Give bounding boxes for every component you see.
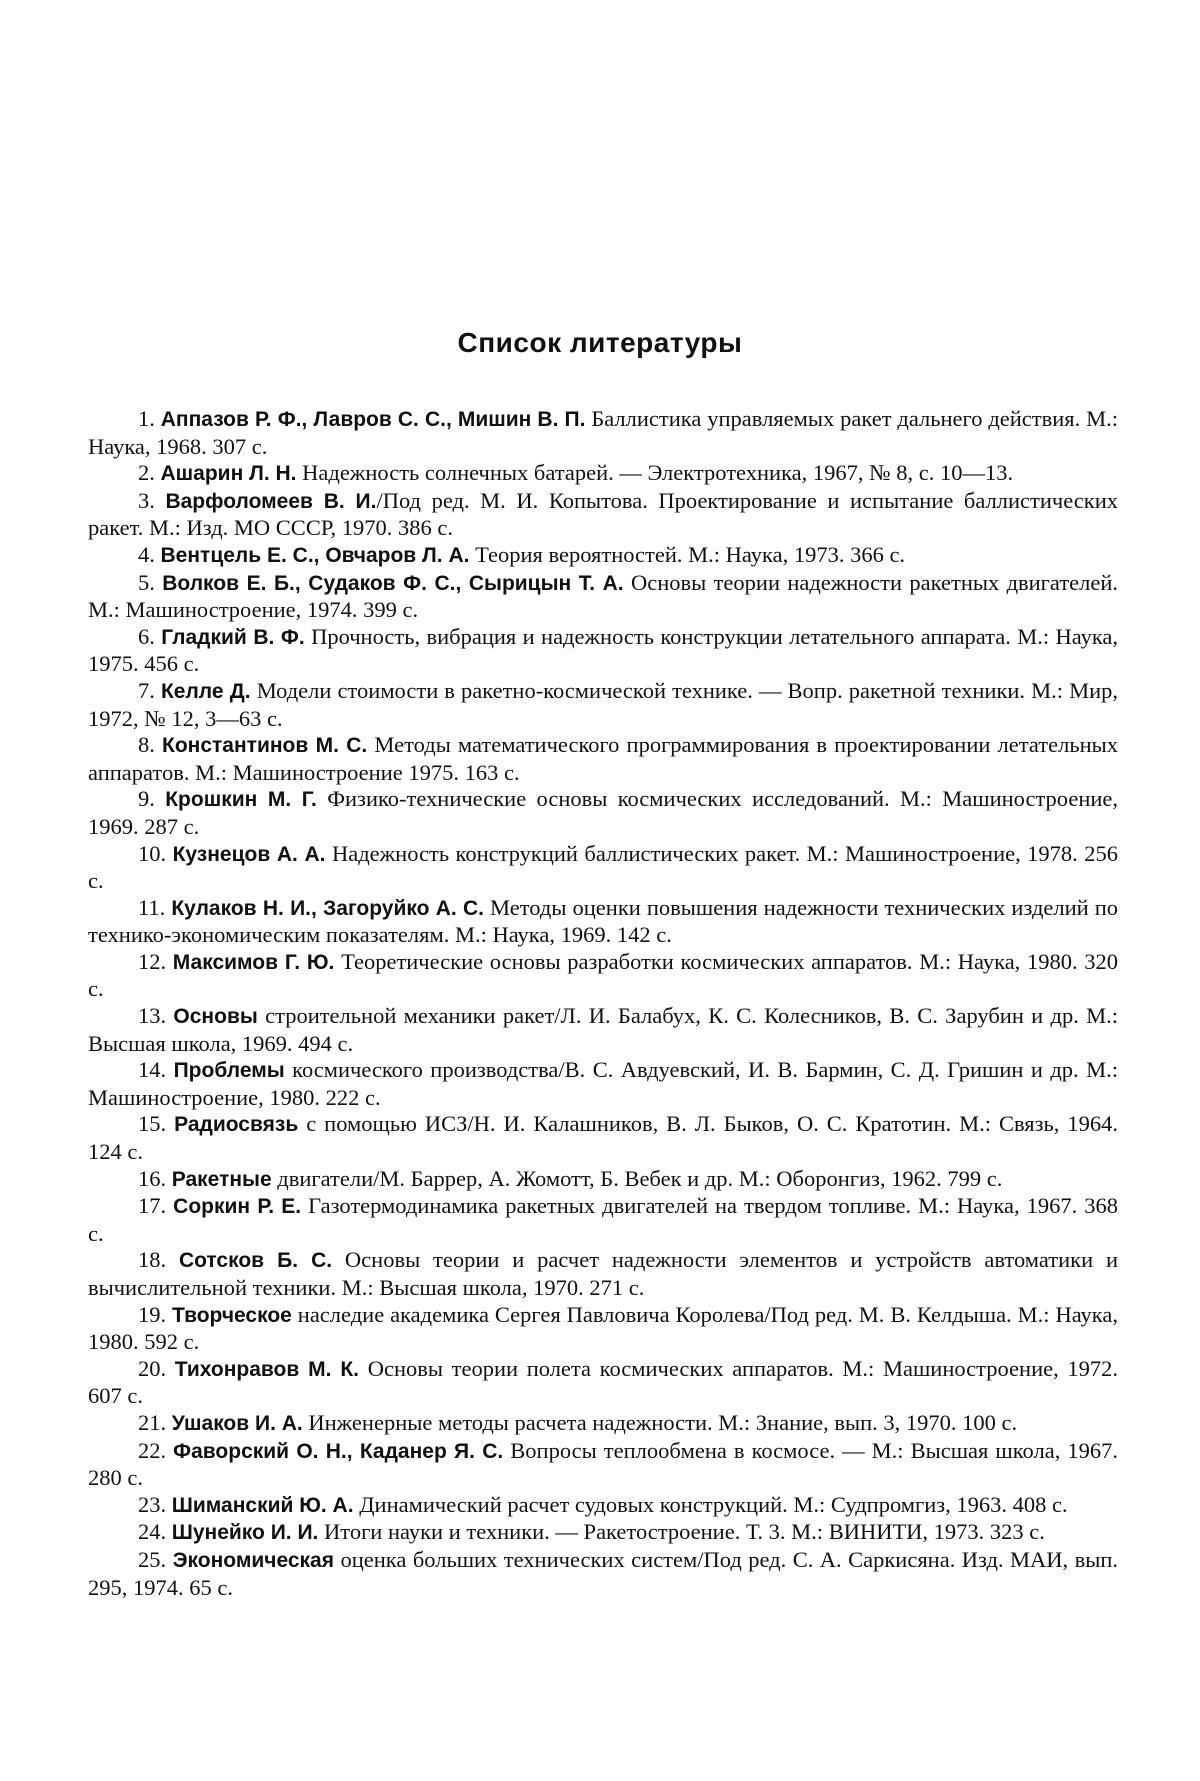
reference-text: Надежность конструкций баллистических ракет. М.: Машиностроение, 1978. 256 с. [88, 840, 1118, 894]
reference-text: Основы теории надежности ракетных двигателей. М.: Машиностроение, 1974. 399 с. [88, 569, 1119, 623]
reference-authors: Тихонравов М. К. [174, 1357, 360, 1381]
reference-text: строительной механики ракет/Л. И. Балабух, К. С. Колесников, В. С. Зарубин и др. М.: Высшая школа, 1969. 494 с. [88, 1003, 1118, 1056]
reference-number: 2. [138, 460, 155, 486]
page-title: Список литературы [457, 327, 743, 358]
reference-item [88, 406, 1118, 460]
reference-text: космического производства/В. С. Авдуевский, И. В. Бармин, С. Д. Гришин и др. М.: Машиностроение, 1980. 222 с. [88, 1057, 1119, 1110]
reference-item [88, 488, 1118, 542]
reference-list [88, 406, 1118, 1601]
reference-authors: Ушаков И. А. [171, 1411, 303, 1435]
reference-text: с помощью ИСЗ/Н. И. Калашников, В. Л. Быков, О. С. Кратотин. М.: Связь, 1964. 124 с. [88, 1111, 1119, 1165]
reference-number: 21. [138, 1409, 167, 1435]
reference-item [88, 1492, 1118, 1520]
reference-item [88, 542, 1118, 570]
reference-authors: Константинов М. С. [162, 734, 368, 758]
reference-number: 8. [138, 732, 155, 758]
reference-authors: Ашарин Л. Н. [160, 462, 297, 486]
reference-authors: Фаворский О. Н., Каданер Я. С. [173, 1439, 504, 1463]
reference-authors: Аппазов Р. Ф., Лавров С. С., Мишин В. П. [160, 408, 586, 431]
reference-number: 1. [138, 406, 155, 431]
reference-text: Газотермодинамика ракетных двигателей на твердом топливе. М.: Наука, 1967. 368 с. [88, 1193, 1119, 1246]
reference-authors: Максимов Г. Ю. [172, 950, 335, 974]
reference-number: 11. [138, 894, 166, 920]
reference-number: 10. [138, 840, 167, 866]
reference-text: Основы теории полета космических аппаратов. М.: Машиностроение, 1972. 607 с. [88, 1355, 1119, 1409]
reference-number: 5. [138, 569, 155, 595]
reference-authors: Шиманский Ю. А. [171, 1493, 354, 1517]
reference-authors: Сотсков Б. С. [178, 1249, 333, 1273]
reference-authors: Кулаков Н. И., Загоруйко А. С. [171, 896, 484, 920]
reference-number: 15. [138, 1111, 167, 1137]
reference-text: Инженерные методы расчета надежности. М.: Знание, вып. 3, 1970. 100 с. [308, 1409, 1018, 1435]
reference-item [88, 732, 1118, 786]
reference-authors: Соркин Р. Е. [173, 1195, 302, 1219]
reference-text: Модели стоимости в ракетно-космической технике. — Вопр. ракетной техники. М.: Мир, 1972, № 12, 3—63 с. [88, 677, 1119, 731]
reference-number: 16. [138, 1165, 167, 1191]
reference-item [88, 1111, 1118, 1165]
reference-item [88, 1302, 1118, 1356]
reference-text: Надежность солнечных батарей. — Электротехника, 1967, № 8, с. 10—13. [302, 460, 1014, 486]
reference-authors: Проблемы [173, 1059, 285, 1083]
reference-item [88, 949, 1118, 1003]
reference-authors: Ракетные [171, 1167, 272, 1191]
reference-item [88, 1547, 1118, 1601]
reference-number: 13. [138, 1003, 167, 1029]
reference-item [88, 1410, 1118, 1438]
reference-authors: Шунейко И. И. [171, 1521, 319, 1545]
reference-authors: Крошкин М. Г. [165, 788, 317, 812]
reference-number: 24. [138, 1519, 167, 1545]
reference-authors: Творческое [172, 1303, 292, 1327]
reference-text: оценка больших технических систем/Под ред. С. А. Саркисяна. Изд. МАИ, вып. 295, 1974. 65 с. [88, 1546, 1119, 1600]
reference-authors: Келле Д. [160, 679, 251, 703]
reference-authors: Гладкий В. Ф. [161, 625, 305, 649]
reference-item [88, 841, 1118, 895]
reference-item [88, 1247, 1118, 1301]
reference-number: 17. [138, 1193, 167, 1219]
reference-text: Методы оценки повышения надежности технических изделий по технико-экономическим показателям. М.: Наука, 1969. 142 с. [88, 894, 1119, 948]
reference-authors: Волков Е. Б., Судаков Ф. С., Сырицын Т. А. [162, 571, 624, 595]
reference-text: /Под ред. М. И. Копытова. Проектирование и испытание баллистических ракет. М.: Изд. МО СССР, 1970. 386 с. [88, 487, 1118, 541]
reference-text: Методы математического программирования в проектировании летательных аппаратов. М.: Машиностроение 1975. 163 с. [88, 732, 1118, 785]
reference-text: двигатели/М. Баррер, А. Жомотт, Б. Вебек и др. М.: Оборонгиз, 1962. 799 с. [277, 1165, 1003, 1191]
reference-authors: Радиосвязь [174, 1113, 299, 1137]
reference-number: 3. [138, 487, 155, 513]
reference-item [88, 786, 1118, 840]
reference-number: 18. [138, 1247, 167, 1273]
reference-item [88, 1356, 1118, 1410]
reference-text: Баллистика управляемых ракет дальнего действия. М.: Наука, 1968. 307 с. [88, 406, 1119, 459]
reference-text: Основы теории и расчет надежности элементов и устройств автоматики и вычислительной техники. М.: Высшая школа, 1970. 271 с. [88, 1247, 1118, 1300]
reference-number: 22. [138, 1437, 167, 1463]
reference-item [88, 1519, 1118, 1547]
reference-number: 20. [138, 1355, 167, 1381]
reference-item [88, 895, 1118, 949]
reference-item [88, 1166, 1118, 1194]
reference-item [88, 570, 1118, 624]
reference-text: наследие академика Сергея Павловича Королева/Под ред. М. В. Келдыша. М.: Наука, 1980. 592 с. [88, 1301, 1119, 1355]
reference-number: 14. [138, 1057, 167, 1083]
reference-item [88, 1057, 1118, 1111]
reference-item [88, 624, 1118, 678]
reference-authors: Вентцель Е. С., Овчаров Л. А. [160, 543, 470, 567]
reference-number: 19. [138, 1301, 167, 1327]
reference-text: Динамический расчет судовых конструкций. М.: Судпромгиз, 1963. 408 с. [359, 1491, 1068, 1517]
reference-number: 9. [138, 786, 155, 812]
reference-item [88, 1438, 1118, 1492]
reference-number: 25. [138, 1546, 167, 1572]
reference-item [88, 1193, 1118, 1247]
reference-authors: Кузнецов А. А. [172, 842, 326, 866]
reference-number: 6. [138, 623, 155, 649]
reference-text: Теория вероятностей. М.: Наука, 1973. 366 с. [475, 541, 906, 567]
reference-text: Итоги науки и техники. — Ракетостроение. Т. 3. М.: ВИНИТИ, 1973. 323 с. [324, 1519, 1045, 1545]
reference-text: Прочность, вибрация и надежность конструкции летательного аппарата. М.: Наука, 1975. 456 с. [88, 623, 1119, 677]
reference-number: 4. [138, 541, 155, 567]
reference-authors: Экономическая [172, 1548, 334, 1572]
reference-item [88, 460, 1118, 488]
reference-number: 7. [138, 677, 155, 703]
reference-text: Теоретические основы разработки космических аппаратов. М.: Наука, 1980. 320 с. [88, 948, 1119, 1002]
reference-number: 23. [138, 1491, 167, 1517]
reference-authors: Основы [173, 1005, 258, 1029]
reference-text: Физико-технические основы космических исследований. М.: Машиностроение, 1969. 287 с. [88, 786, 1119, 839]
reference-number: 12. [138, 948, 167, 974]
reference-item [88, 678, 1118, 732]
reference-text: Вопросы теплообмена в космосе. — М.: Высшая школа, 1967. 280 с. [88, 1437, 1118, 1491]
reference-item [88, 1003, 1118, 1057]
reference-authors: Варфоломеев В. И. [165, 489, 377, 513]
